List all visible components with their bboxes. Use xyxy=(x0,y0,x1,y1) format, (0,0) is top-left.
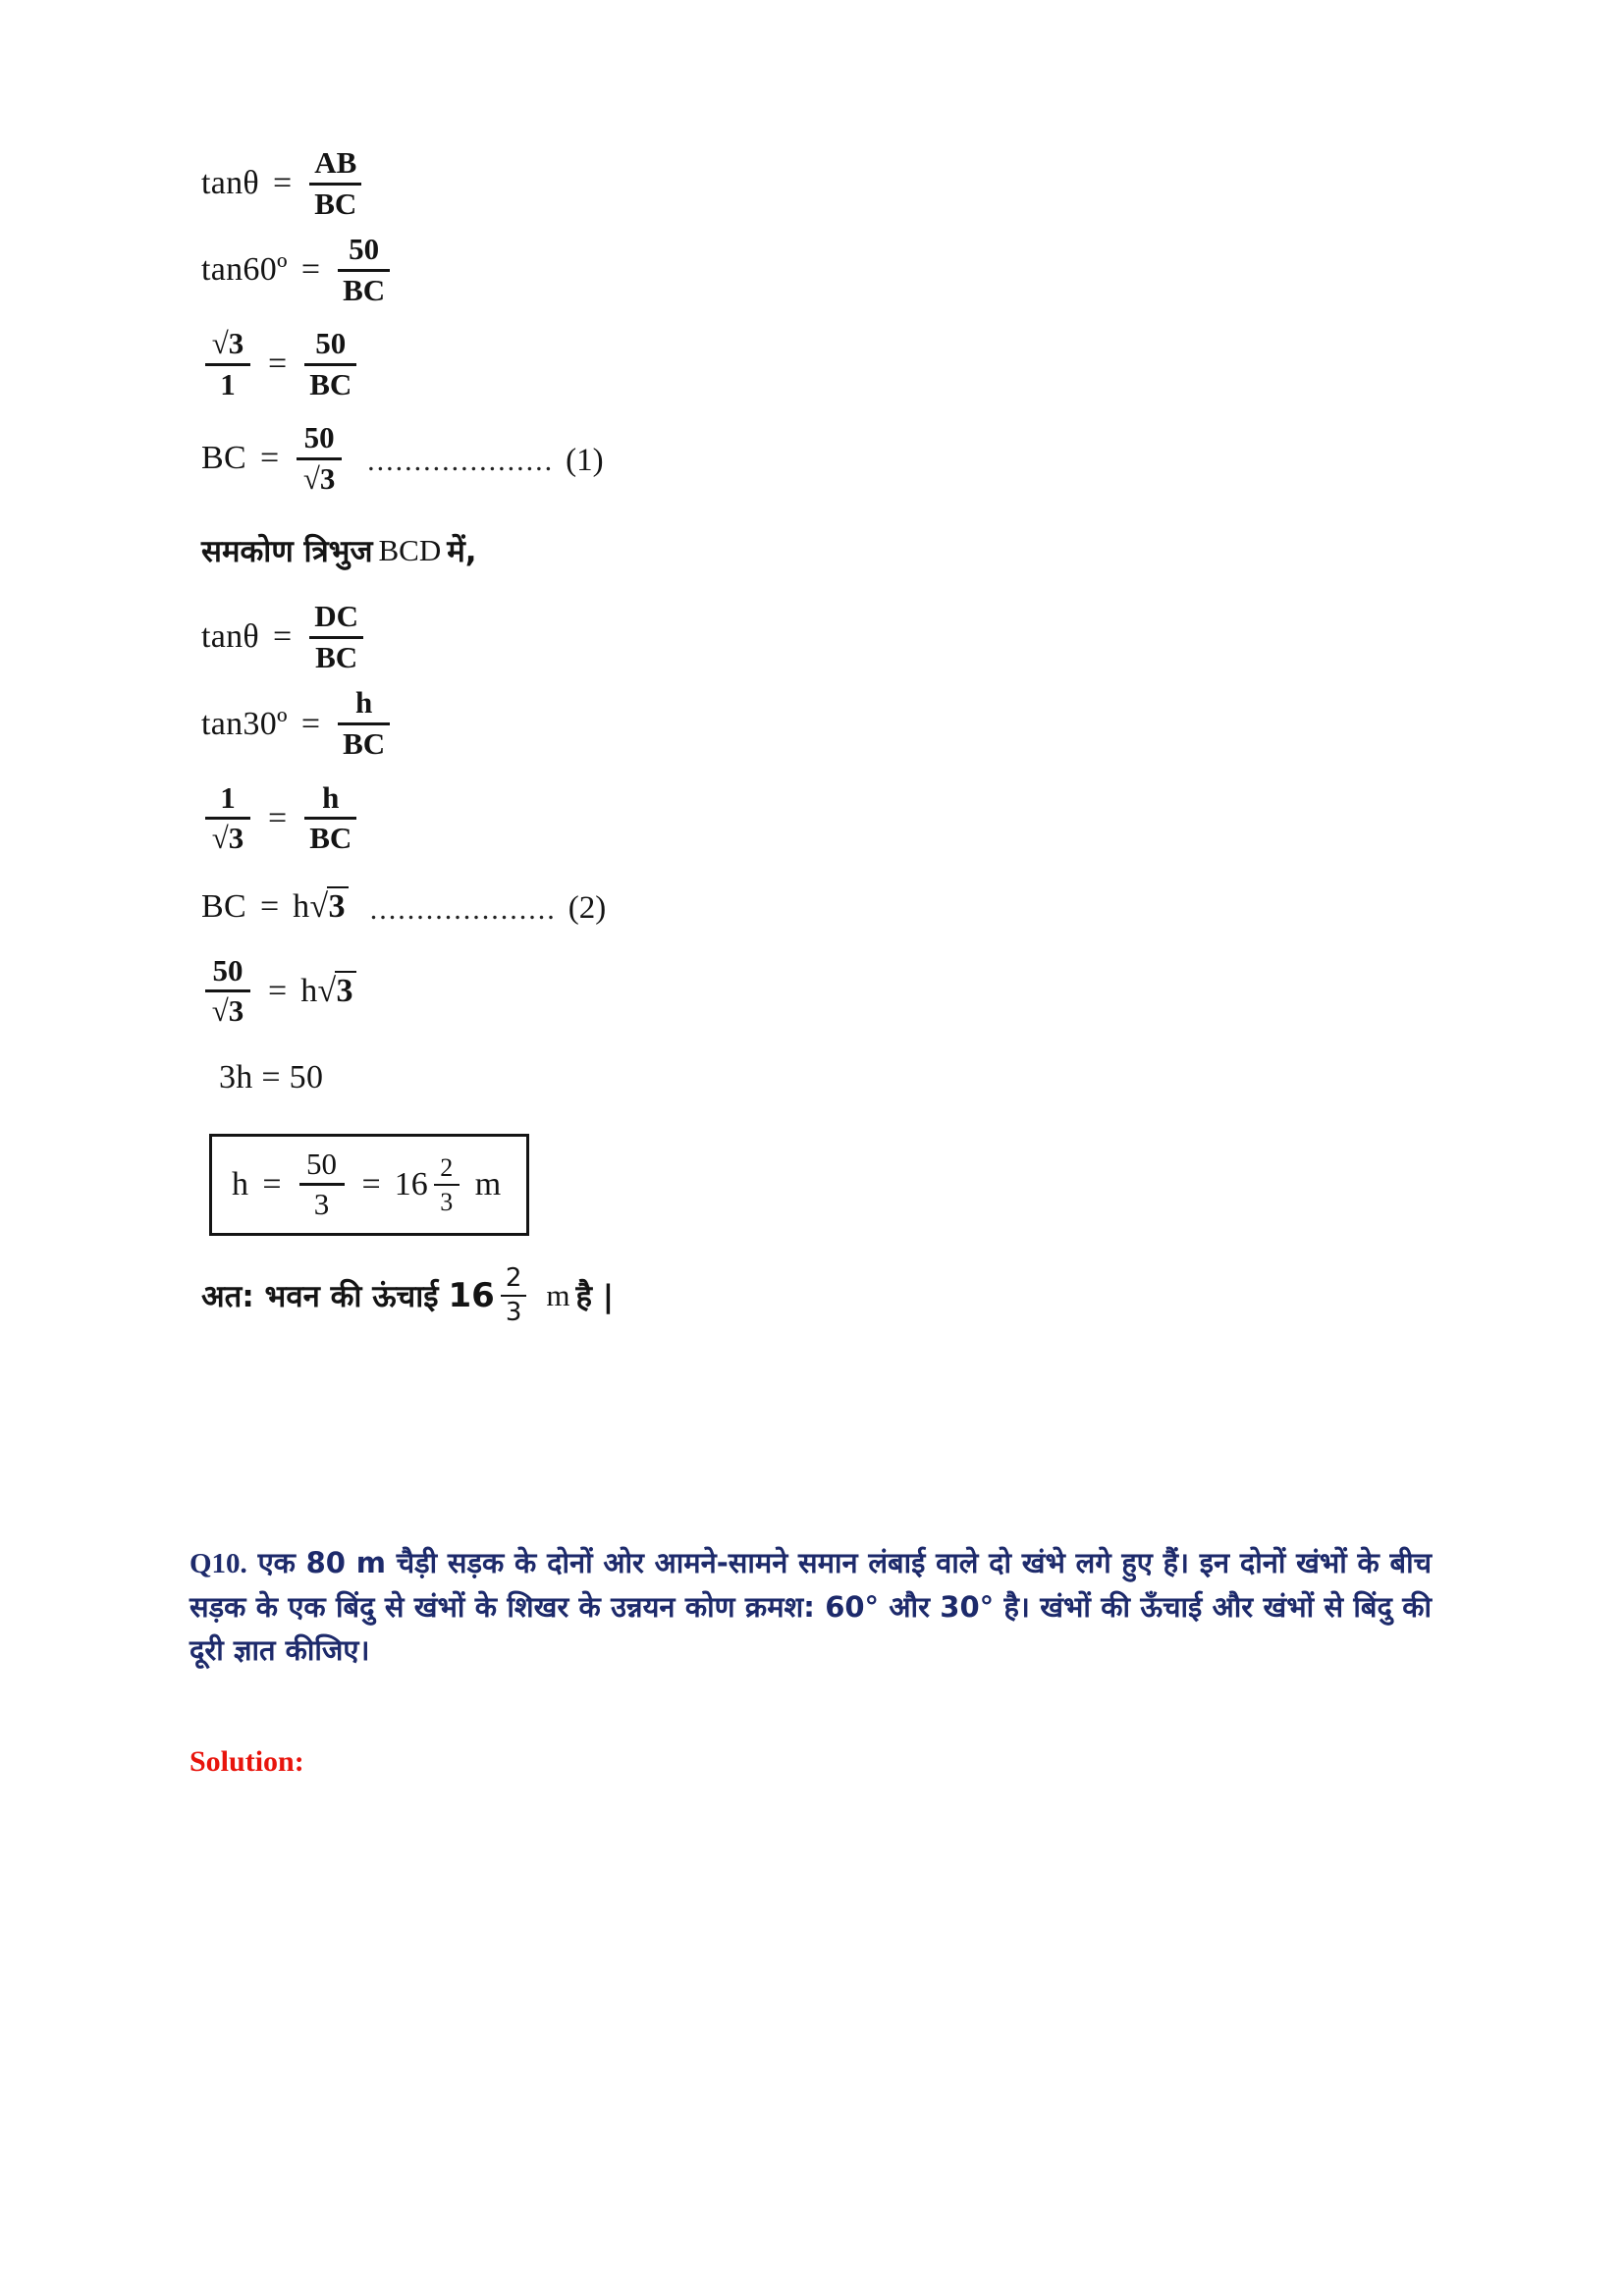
square-root-3: √3 xyxy=(318,973,356,1010)
equation-lhs: BC xyxy=(201,887,246,925)
fraction-2-over-3 xyxy=(501,1262,527,1328)
solution-label: Solution: xyxy=(189,1745,304,1778)
equation-lhs: BC xyxy=(201,440,246,477)
fraction-denominator: √3 xyxy=(211,821,244,856)
fraction-numerator: h xyxy=(322,779,340,815)
square-root-3: √3 xyxy=(309,888,348,926)
leader-dots: .................... xyxy=(367,445,555,478)
fraction-bar xyxy=(297,457,342,460)
fraction-bar xyxy=(309,183,361,186)
whole-part: 16 xyxy=(448,1276,495,1316)
equation-bc-equals-50-over-root3 xyxy=(201,422,1409,495)
fraction-numerator: 50 xyxy=(315,326,347,361)
leader-dots: .................... xyxy=(369,892,557,926)
conclusion-text-before: अत: भवन की ऊंचाई xyxy=(201,1279,439,1315)
fraction-numerator: √3 xyxy=(211,326,244,361)
equals-sign: = xyxy=(361,1165,381,1202)
question-number: Q10. xyxy=(189,1548,247,1579)
triangle-label-bcd: BCD xyxy=(378,533,442,568)
fraction-1-over-root3 xyxy=(205,779,250,856)
fraction-bar xyxy=(205,989,250,992)
fraction-bar xyxy=(205,363,250,366)
equation-root3-over-1-equals-50-bc xyxy=(201,328,1409,400)
conclusion-text-after: है | xyxy=(575,1279,615,1315)
boxed-final-height xyxy=(209,1134,529,1236)
fraction-numerator: 50 xyxy=(349,232,380,267)
radicand: 3 xyxy=(327,886,348,925)
fraction-numerator: DC xyxy=(314,599,358,634)
equation-lhs: tan30º xyxy=(201,705,288,742)
fraction-denominator: BC xyxy=(309,366,352,401)
fraction-50-over-3 xyxy=(299,1148,345,1221)
fraction-numerator: 50 xyxy=(306,1146,337,1181)
fraction-bar xyxy=(299,1183,345,1186)
hindi-subheading-right-triangle-bcd xyxy=(201,520,1409,581)
equals-sign: = xyxy=(259,887,280,925)
question-q10 xyxy=(189,1541,1432,1672)
question-text: एक 80 m चैड़ी सड़क के दोनों ओर आमने-सामने समान लंबाई वाले दो खंभे लगे हुए हैं। इन दोनों खंभों के बीच सड़क के एक बिंदु से खंभों के शिखर के उन्नयन कोण क्रमश: 60° और 30° है। खंभों की ऊँचाई और खंभों से बिंदु की दूरी ज्ञात कीजिए। xyxy=(189,1546,1432,1668)
radicand: 3 xyxy=(335,971,355,1009)
unit-metre: m xyxy=(546,1278,570,1313)
fraction-denominator: 3 xyxy=(313,1187,330,1222)
unit-metre: m xyxy=(474,1165,502,1202)
fraction-h-over-bc xyxy=(338,687,390,760)
fraction-numerator: 1 xyxy=(220,779,236,815)
fraction-denominator: 1 xyxy=(220,366,236,401)
fraction-50-over-root3 xyxy=(297,422,342,495)
fraction-numerator: h xyxy=(354,685,373,721)
equation-tan60-50-bc xyxy=(201,234,1409,306)
equation-lhs: tanθ xyxy=(201,618,260,656)
equation-lhs: tanθ xyxy=(201,165,260,202)
equals-sign: = xyxy=(268,346,288,383)
equation-lhs: tan60º xyxy=(201,251,288,289)
fraction-bar xyxy=(309,636,363,639)
hindi-subheading-before: समकोण त्रिभुज xyxy=(201,534,373,570)
mixed-number-16-2-3 xyxy=(448,1262,530,1328)
coefficient-h: h xyxy=(293,887,310,925)
fraction-numerator: 50 xyxy=(303,420,335,455)
conclusion-line xyxy=(201,1262,1409,1328)
fraction-numerator: 2 xyxy=(440,1152,454,1182)
fraction-2-over-3 xyxy=(434,1154,460,1216)
equation-text: 3h = 50 xyxy=(219,1058,324,1095)
fraction-denominator: BC xyxy=(343,726,386,762)
fraction-bar xyxy=(304,363,356,366)
fraction-denominator: BC xyxy=(343,272,386,307)
fraction-numerator: 2 xyxy=(505,1262,522,1293)
fraction-denominator: BC xyxy=(309,821,352,856)
boxed-answer-row xyxy=(201,1134,1409,1236)
fraction-numerator: 50 xyxy=(212,952,243,988)
fraction-denominator: 3 xyxy=(505,1298,522,1328)
equals-sign: = xyxy=(300,251,321,289)
fraction-denominator: BC xyxy=(315,639,358,674)
equals-sign: = xyxy=(262,1165,282,1202)
fraction-h-over-bc xyxy=(304,779,356,856)
coefficient-h: h xyxy=(300,972,318,1009)
equation-1-over-root3-equals-h-bc xyxy=(201,779,1409,856)
equals-sign: = xyxy=(268,799,288,836)
equals-sign: = xyxy=(268,972,288,1009)
fraction-denominator: 3 xyxy=(440,1187,454,1216)
fraction-50-over-bc xyxy=(338,234,390,306)
fraction-ab-over-bc xyxy=(309,147,361,220)
equation-tan30-h-bc xyxy=(201,687,1409,760)
fraction-dc-over-bc xyxy=(309,601,363,673)
mixed-number-16-2-3 xyxy=(395,1154,463,1216)
equals-sign: = xyxy=(273,618,293,656)
equation-3h-equals-50 xyxy=(201,1047,1409,1108)
handwritten-solution-block xyxy=(201,147,1409,1326)
fraction-bar xyxy=(434,1184,460,1186)
fraction-50-over-bc xyxy=(304,328,356,400)
fraction-bar xyxy=(338,722,390,725)
fraction-50-over-root3 xyxy=(205,952,250,1029)
variable-h: h xyxy=(232,1165,249,1202)
fraction-bar xyxy=(501,1295,527,1297)
equals-sign: = xyxy=(300,705,321,742)
fraction-denominator: √3 xyxy=(302,460,336,496)
fraction-bar xyxy=(205,817,250,820)
fraction-denominator: BC xyxy=(314,186,357,221)
equation-tag-2: (2) xyxy=(568,890,607,927)
equation-tan-theta-dc-bc xyxy=(201,601,1409,673)
hindi-subheading-after: में, xyxy=(447,534,477,570)
fraction-bar xyxy=(338,269,390,272)
fraction-bar xyxy=(304,817,356,820)
fraction-root3-over-1 xyxy=(205,328,250,400)
equation-bc-equals-h-root3 xyxy=(201,877,1409,937)
equals-sign: = xyxy=(273,165,293,202)
whole-part: 16 xyxy=(394,1165,428,1202)
fraction-denominator: √3 xyxy=(211,993,244,1029)
equals-sign: = xyxy=(259,440,280,477)
equation-tan-theta-ab-bc xyxy=(201,147,1409,220)
equation-50-over-root3-equals-h-root3 xyxy=(201,952,1409,1029)
equation-tag-1: (1) xyxy=(566,442,604,478)
fraction-numerator: AB xyxy=(314,145,357,180)
